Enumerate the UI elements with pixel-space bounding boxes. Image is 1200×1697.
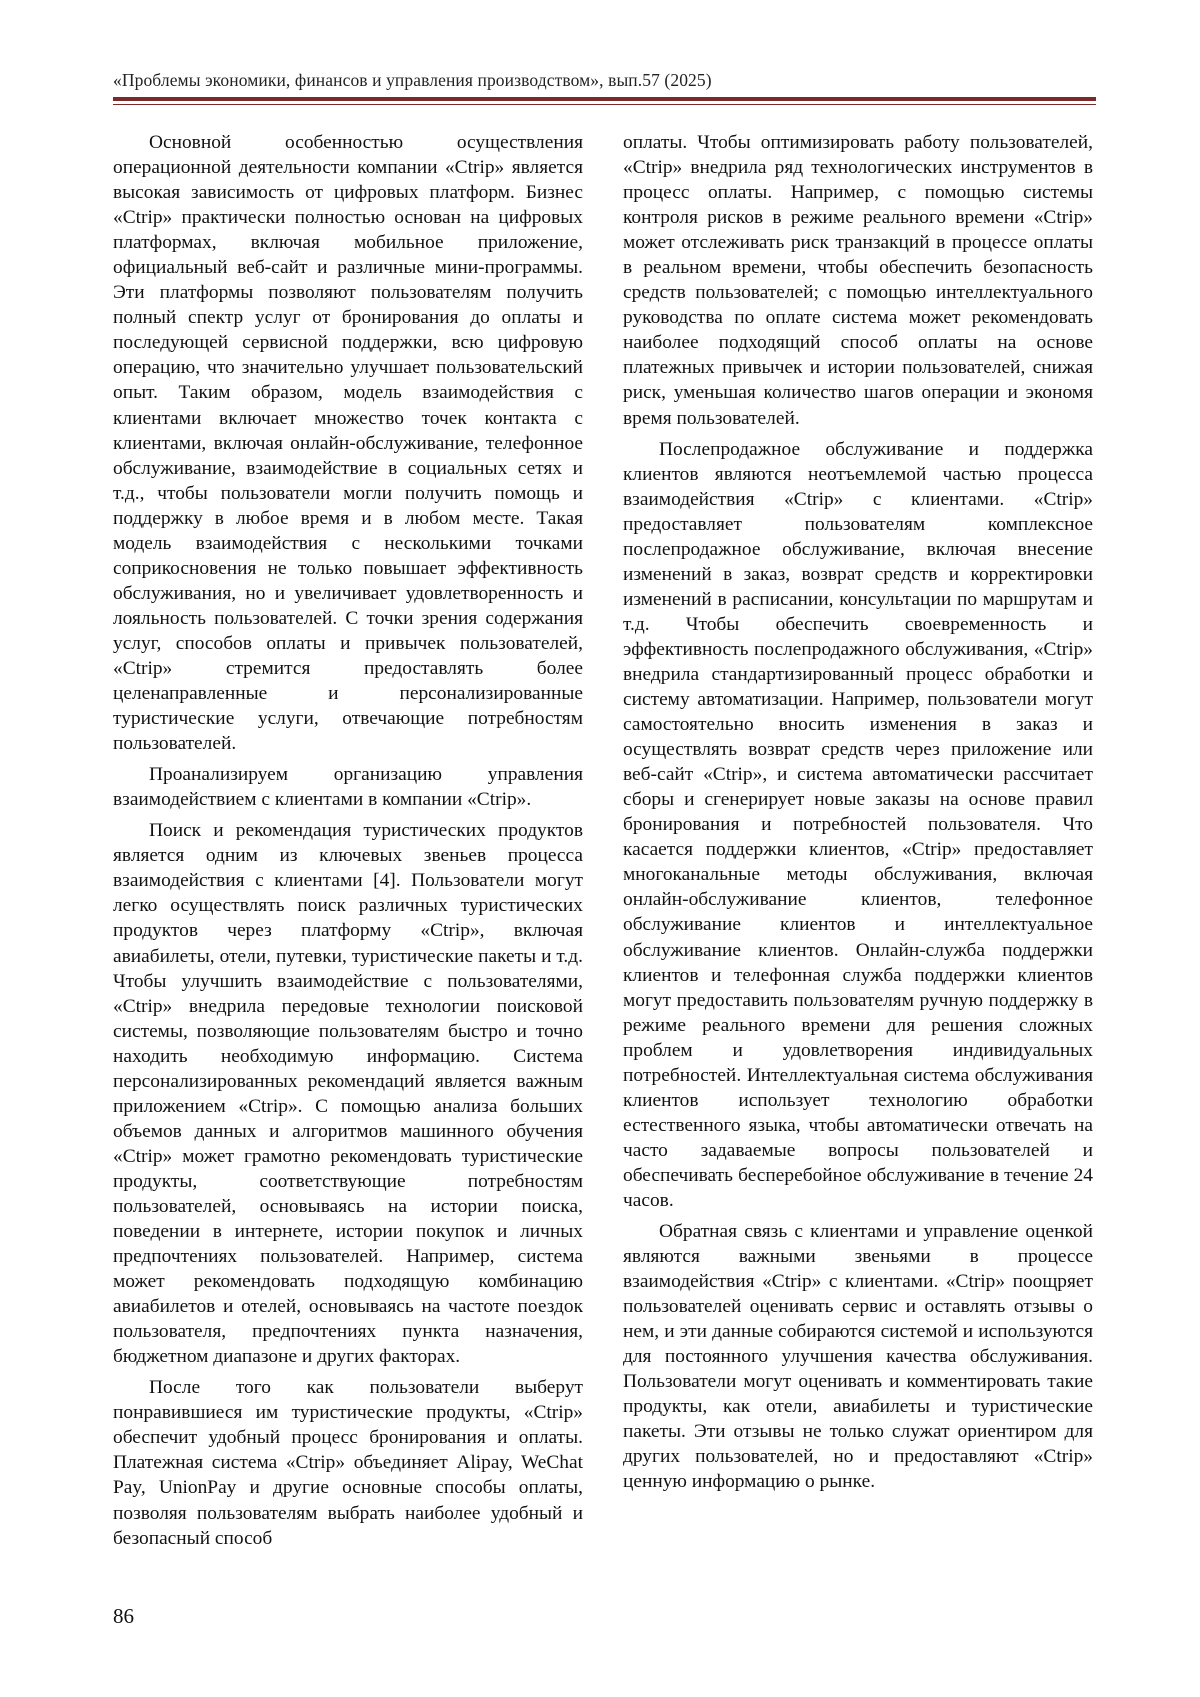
right-column (623, 130, 1093, 1501)
page-number: 86 (113, 1604, 134, 1628)
paragraph-continuation: оплаты. Чтобы оптимизировать работу пользователей, «Ctrip» внедрила ряд технологических инструментов в процесс оплаты. Например, с помощью системы контроля рисков в режиме реального времени «Ctrip» может отслеживать риск транзакций в процессе оплаты в реальном времени, чтобы обеспечить безопасность средств пользователей; с помощью интеллектуального руководства по оплате система может рекомендовать наиболее подходящий способ оплаты на основе платежных привычек и истории пользователей, снижая риск, уменьшая количество шагов операции и экономя время пользователей. (623, 132, 1093, 429)
paragraph: Послепродажное обслуживание и поддержка клиентов являются неотъемлемой частью процесса взаимодействия «Ctrip» с клиентами. «Ctrip» предоставляет пользователям комплексное послепродажное обслуживание, включая внесение изменений в заказ, возврат средств и корректировки изменений в расписании, консультации по маршрутам и т.д. Чтобы обеспечить своевременность и эффективность послепродажного обслуживания, «Ctrip» внедрила стандартизированный процесс обработки и систему автоматизации. Например, пользователи могут самостоятельно вносить изменения в заказ и осуществлять возврат средств через приложение или веб-сайт «Ctrip», и система автоматически рассчитает сборы и сгенерирует новые заказы на основе правил бронирования и потребностей пользователя. Что касается поддержки клиентов, «Ctrip» предоставляет многоканальные методы обслуживания, включая онлайн-обслуживание клиентов, телефонное обслуживание клиентов и интеллектуальное обслуживание клиентов. Онлайн-служба поддержки клиентов и телефонная служба поддержки клиентов могут предоставить пользователям ручную поддержку в режиме реального времени для решения сложных проблем и удовлетворения индивидуальных потребностей. Интеллектуальная система обслуживания клиентов использует технологию обработки естественного языка, чтобы автоматически отвечать на часто задаваемые вопросы пользователей и обеспечивать бесперебойное обслуживание в течение 24 часов. (623, 438, 1093, 1211)
running-header: «Проблемы экономики, финансов и управления производством», вып.57 (2025) (113, 70, 712, 90)
paragraph: Проанализируем организацию управления взаимодействием с клиентами в компании «Ctrip». (113, 764, 583, 811)
paragraph: Поиск и рекомендация туристических продуктов является одним из ключевых звеньев процесса взаимодействия с клиентами [4]. Пользователи могут легко осуществлять поиск различных туристических продуктов через платформу «Ctrip», включая авиабилеты, отели, путевки, туристические пакеты и т.д. Чтобы улучшить взаимодействие с пользователями, «Ctrip» внедрила передовые технологии поисковой системы, позволяющие пользователям быстро и точно находить необходимую информацию. Система персонализированных рекомендаций является важным приложением «Ctrip». С помощью анализа больших объемов данных и алгоритмов машинного обучения «Ctrip» может грамотно рекомендовать туристические продукты, соответствующие потребностям пользователей, основываясь на истории поиска, поведении в интернете, истории покупок и личных предпочтениях пользователей. Например, система может рекомендовать подходящую комбинацию авиабилетов и отелей, основываясь на частоте поездок пользователя, предпочтениях пункта назначения, бюджетном диапазоне и других факторах. (113, 820, 583, 1368)
header-rule-thick (113, 97, 1096, 101)
left-column (113, 130, 583, 1557)
paragraph: Основной особенностью осуществления операционной деятельности компании «Ctrip» является высокая зависимость от цифровых платформ. Бизнес «Ctrip» практически полностью основан на цифровых платформах, включая мобильное приложение, официальный веб-сайт и различные мини-программы. Эти платформы позволяют пользователям получить полный спектр услуг от бронирования до оплаты и последующей сервисной поддержки, всю цифровую операцию, что значительно улучшает пользовательский опыт. Таким образом, модель взаимодействия с клиентами включает множество точек контакта с клиентами, включая онлайн-обслуживание, телефонное обслуживание, взаимодействие в социальных сетях и т.д., чтобы пользователи могли получить помощь и поддержку в любое время и в любом месте. Такая модель взаимодействия с несколькими точками соприкосновения не только повышает эффективность обслуживания, но и увеличивает удовлетворенность и лояльность пользователей. С точки зрения содержания услуг, способов оплаты и привычек пользователей, «Ctrip» стремится предоставлять более целенаправленные и персонализированные туристические услуги, отвечающие потребностям пользователей. (113, 132, 583, 755)
header-rule-thin (113, 104, 1096, 105)
paragraph: После того как пользователи выберут понравившиеся им туристические продукты, «Ctrip» обеспечит удобный процесс бронирования и оплаты. Платежная система «Ctrip» объединяет Alipay, WeChat Pay, UnionPay и другие основные способы оплаты, позволяя пользователям выбрать наиболее удобный и безопасный способ (113, 1377, 583, 1549)
paragraph: Обратная связь с клиентами и управление оценкой являются важными звеньями в процессе взаимодействия «Ctrip» с клиентами. «Ctrip» поощряет пользователей оценивать сервис и оставлять отзывы о нем, и эти данные собираются системой и используются для постоянного улучшения качества обслуживания. Пользователи могут оценивать и комментировать такие продукты, как отели, авиабилеты и туристические пакеты. Эти отзывы не только служат ориентиром для других пользователей, но и предоставляют «Ctrip» ценную информацию о рынке. (623, 1221, 1093, 1493)
